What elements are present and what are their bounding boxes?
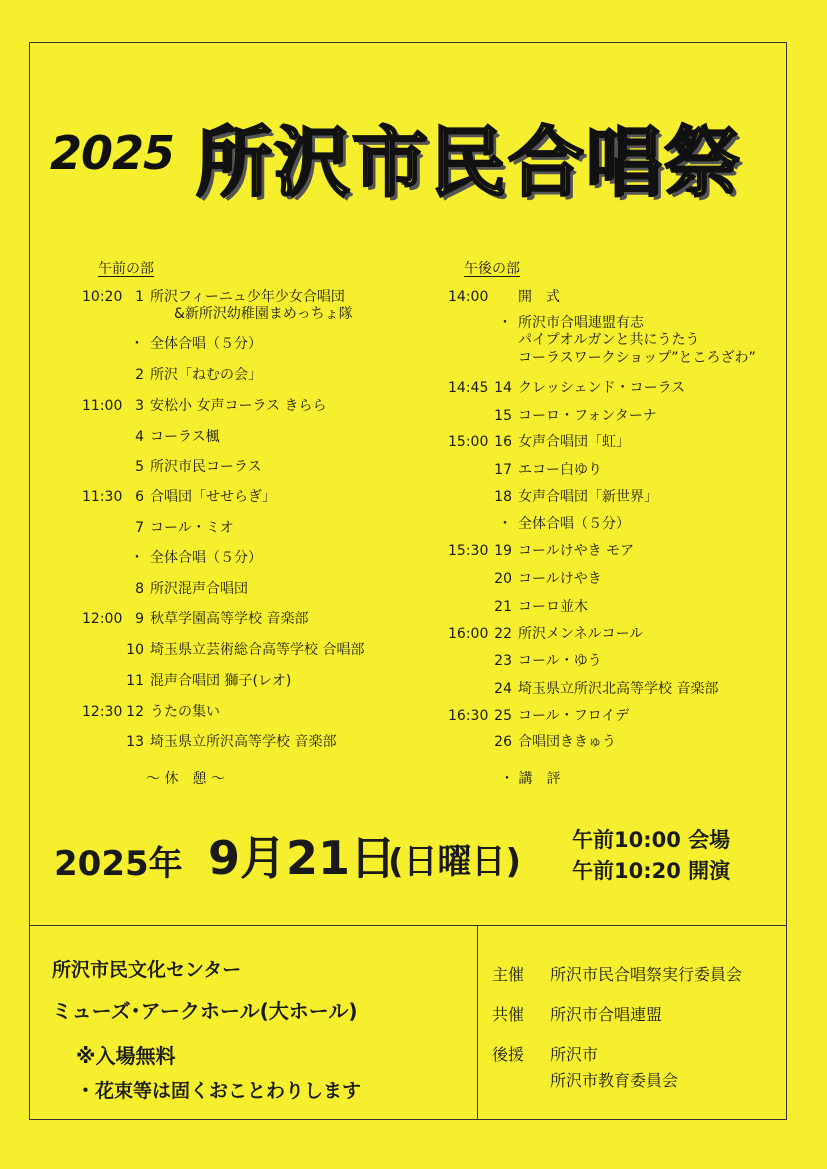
afternoon-heading: 午後の部 <box>464 261 520 277</box>
program-time: 16:30 <box>448 708 489 724</box>
organizer-value: 所沢市教育委員会 <box>550 1071 679 1090</box>
program-number: 18 <box>494 489 512 505</box>
afternoon-closing: ・ 講 評 <box>500 771 561 787</box>
program-group: コーラスワークショップ”ところざわ” <box>518 350 756 366</box>
program-time: 12:00 <box>82 611 123 627</box>
program-number: 6 <box>135 489 144 505</box>
program-group: クレッシェンド・コーラス <box>518 380 686 396</box>
program-group: 埼玉県立所沢高等学校 音楽部 <box>150 734 337 750</box>
program-group: 開 式 <box>518 289 560 305</box>
program-number: 20 <box>494 571 512 587</box>
program-number: 12 <box>126 704 144 720</box>
program-group: 埼玉県立所沢北高等学校 音楽部 <box>518 681 719 697</box>
program-group: &新所沢幼稚園まめっちょ隊 <box>174 306 353 322</box>
program-group: 安松小 女声コーラス きらら <box>150 398 327 414</box>
program-group: コーラス楓 <box>150 429 220 445</box>
program-group: 所沢フィーニュ少年少女合唱団 <box>150 289 345 305</box>
program-number: ・ <box>130 550 144 566</box>
program-number: 21 <box>494 599 512 615</box>
organizer-role: 主催 <box>492 965 525 984</box>
program-number: 2 <box>135 367 144 383</box>
program-group: 合唱団ききゅう <box>518 734 616 750</box>
program-group: コール・ミオ <box>150 520 234 536</box>
program-number: 14 <box>494 380 512 396</box>
title-year: 2025 <box>50 126 175 180</box>
program-number: 1 <box>135 289 144 305</box>
program-group: 全体合唱（５分） <box>150 336 262 352</box>
program-time: 14:00 <box>448 289 489 305</box>
program-group: 全体合唱（５分） <box>518 516 630 532</box>
program-number: 17 <box>494 462 512 478</box>
start-time: 午前10:20 開演 <box>572 859 731 883</box>
program-group: コールけやき モア <box>518 543 635 559</box>
program-number: ・ <box>130 336 144 352</box>
program-time: 12:30 <box>82 704 123 720</box>
program-group: 合唱団「せせらぎ」 <box>150 489 276 505</box>
title-name: 所沢市民合唱祭 <box>196 118 742 207</box>
program-group: 所沢市民コーラス <box>150 459 262 475</box>
organizer-role: 共催 <box>492 1005 525 1024</box>
organizer-value: 所沢市合唱連盟 <box>550 1005 663 1024</box>
organizer-value: 所沢市 <box>550 1045 599 1064</box>
doors-open-time: 午前10:00 会場 <box>572 828 731 852</box>
program-group: エコー白ゆり <box>518 462 602 478</box>
program-group: うたの集い <box>150 704 220 720</box>
program-number: 8 <box>135 581 144 597</box>
program-time: 15:30 <box>448 543 489 559</box>
program-time: 11:30 <box>82 489 123 505</box>
program-number: 13 <box>126 734 144 750</box>
program-number: 15 <box>494 408 512 424</box>
program-time: 15:00 <box>448 434 489 450</box>
program-number: ・ <box>498 315 512 331</box>
program-number: 10 <box>126 642 144 658</box>
venue-center: 所沢市民文化センター <box>52 959 242 981</box>
program-group: パイプオルガンと共にうたう <box>518 332 700 348</box>
program-number: 5 <box>135 459 144 475</box>
morning-heading: 午前の部 <box>98 261 154 277</box>
program-group: 女声合唱団「新世界」 <box>518 489 658 505</box>
program-number: 7 <box>135 520 144 536</box>
program-number: 9 <box>135 611 144 627</box>
program-number: 22 <box>494 626 512 642</box>
program-number: 24 <box>494 681 512 697</box>
flower-notice: ・花束等は固くおことわりします <box>76 1080 362 1102</box>
organizer-value: 所沢市民合唱祭実行委員会 <box>550 965 743 984</box>
program-time: 14:45 <box>448 380 489 396</box>
program-time: 11:00 <box>82 398 123 414</box>
footer-column-divider <box>477 925 478 1120</box>
program-group: 秋草学園高等学校 音楽部 <box>150 611 309 627</box>
program-group: 全体合唱（５分） <box>150 550 262 566</box>
program-group: 所沢混声合唱団 <box>150 581 248 597</box>
program-number: ・ <box>498 516 512 532</box>
free-admission: ※入場無料 <box>76 1044 176 1068</box>
program-number: 26 <box>494 734 512 750</box>
date-month-day: 9月21日 <box>208 831 397 885</box>
program-number: 25 <box>494 708 512 724</box>
program-group: 混声合唱団 獅子(レオ) <box>150 673 292 689</box>
date-weekday: (日曜日) <box>388 842 522 882</box>
program-number: 16 <box>494 434 512 450</box>
program-number: 19 <box>494 543 512 559</box>
program-group: コール・ゆう <box>518 653 602 669</box>
poster-title <box>50 96 790 216</box>
program-group: 所沢市合唱連盟有志 <box>518 315 644 331</box>
program-group: 所沢メンネルコール <box>518 626 644 642</box>
program-group: 所沢「ねむの会」 <box>150 367 262 383</box>
program-time: 16:00 <box>448 626 489 642</box>
program-number: 23 <box>494 653 512 669</box>
program-group: コールけやき <box>518 571 602 587</box>
program-number: 11 <box>126 673 144 689</box>
program-group: コール・フロイデ <box>518 708 630 724</box>
program-group: コーロ・フォンターナ <box>518 408 657 424</box>
program-group: 埼玉県立芸術総合高等学校 合唱部 <box>150 642 365 658</box>
morning-break: ～ 休 憩 ～ <box>146 771 225 787</box>
program-number: 4 <box>135 429 144 445</box>
program-number: 3 <box>135 398 144 414</box>
organizer-role: 後援 <box>492 1045 525 1064</box>
venue-hall: ミューズ･アークホール(大ホール) <box>52 999 358 1023</box>
program-time: 10:20 <box>82 289 123 305</box>
date-year: 2025年 <box>54 844 183 884</box>
program-group: 女声合唱団「虹」 <box>518 434 630 450</box>
footer-divider <box>29 925 787 926</box>
program-group: コーロ並木 <box>518 599 588 615</box>
